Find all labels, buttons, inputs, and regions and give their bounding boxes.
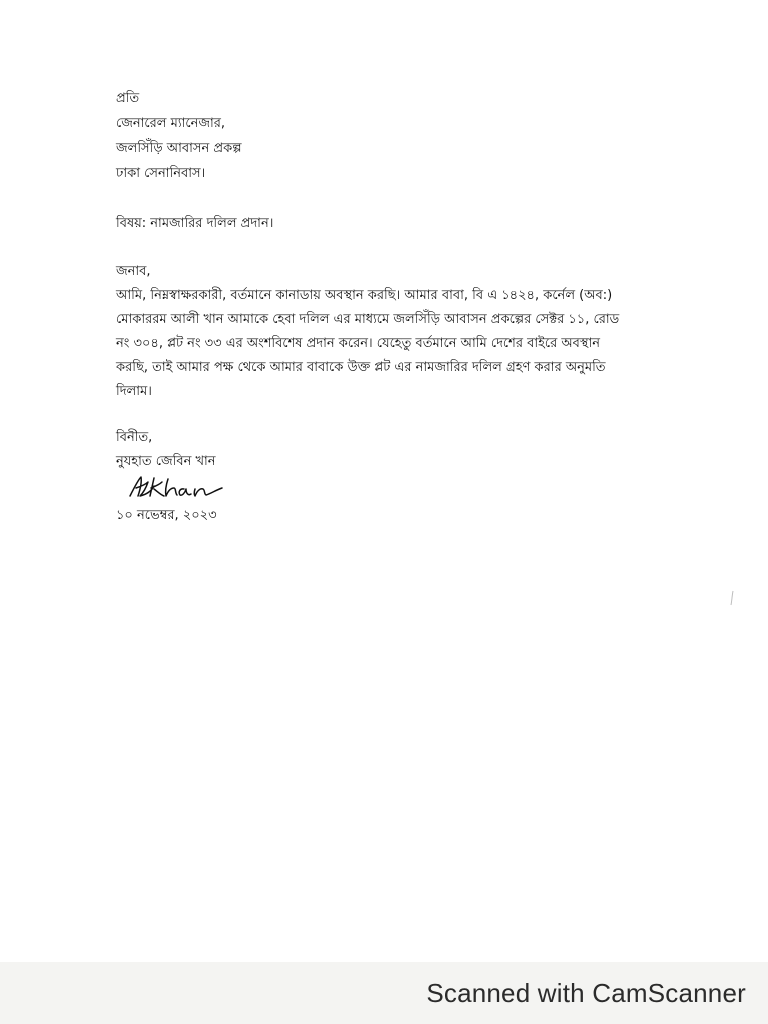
letter-date: ১০ নভেম্বর, ২০২৩ — [116, 508, 217, 523]
body-line: আমি, নিম্নস্বাক্ষরকারী, বর্তমানে কানাডায় অবস্থান করছি। আমার বাবা, বি এ ১৪২৪, কর্নেল (অব:) — [116, 288, 613, 303]
body-line: মোকাররম আলী খান আমাকে হেবা দলিল এর মাধ্যমে জলসিঁড়ি আবাসন প্রকল্পের সেক্টর ১১, রোড — [116, 312, 620, 327]
recipient-address — [116, 86, 656, 186]
address-line: ঢাকা সেনানিবাস। — [116, 166, 206, 181]
body-line: দিলাম। — [116, 384, 152, 399]
address-line: জেনারেল ম্যানেজার, — [116, 116, 226, 131]
body-line: করছি, তাই আমার পক্ষ থেকে আমার বাবাকে উক্ত প্লট এর নামজারির দলিল গ্রহণ করার অনুমতি — [116, 360, 606, 375]
body-paragraph — [116, 284, 656, 404]
closing: বিনীত, — [116, 430, 153, 445]
scan-speck — [730, 590, 734, 606]
letter-body — [116, 86, 656, 528]
body-line: নং ৩০৪, প্লট নং ৩৩ এর অংশবিশেষ প্রদান করেন। যেহেতু বর্তমানে আমি দেশের বাইরে অবস্থান — [116, 336, 601, 351]
signer-name: নুযহাত জেবিন খান — [116, 454, 216, 469]
salutation: জনাব, — [116, 264, 151, 279]
handwritten-signature — [124, 474, 234, 500]
address-line: জলসিঁড়ি আবাসন প্রকল্প — [116, 141, 242, 156]
camscanner-watermark: Scanned with CamScanner — [426, 978, 746, 1008]
address-line: প্রতি — [116, 91, 140, 106]
subject-line: বিষয়: নামজারির দলিল প্রদান। — [116, 216, 274, 231]
